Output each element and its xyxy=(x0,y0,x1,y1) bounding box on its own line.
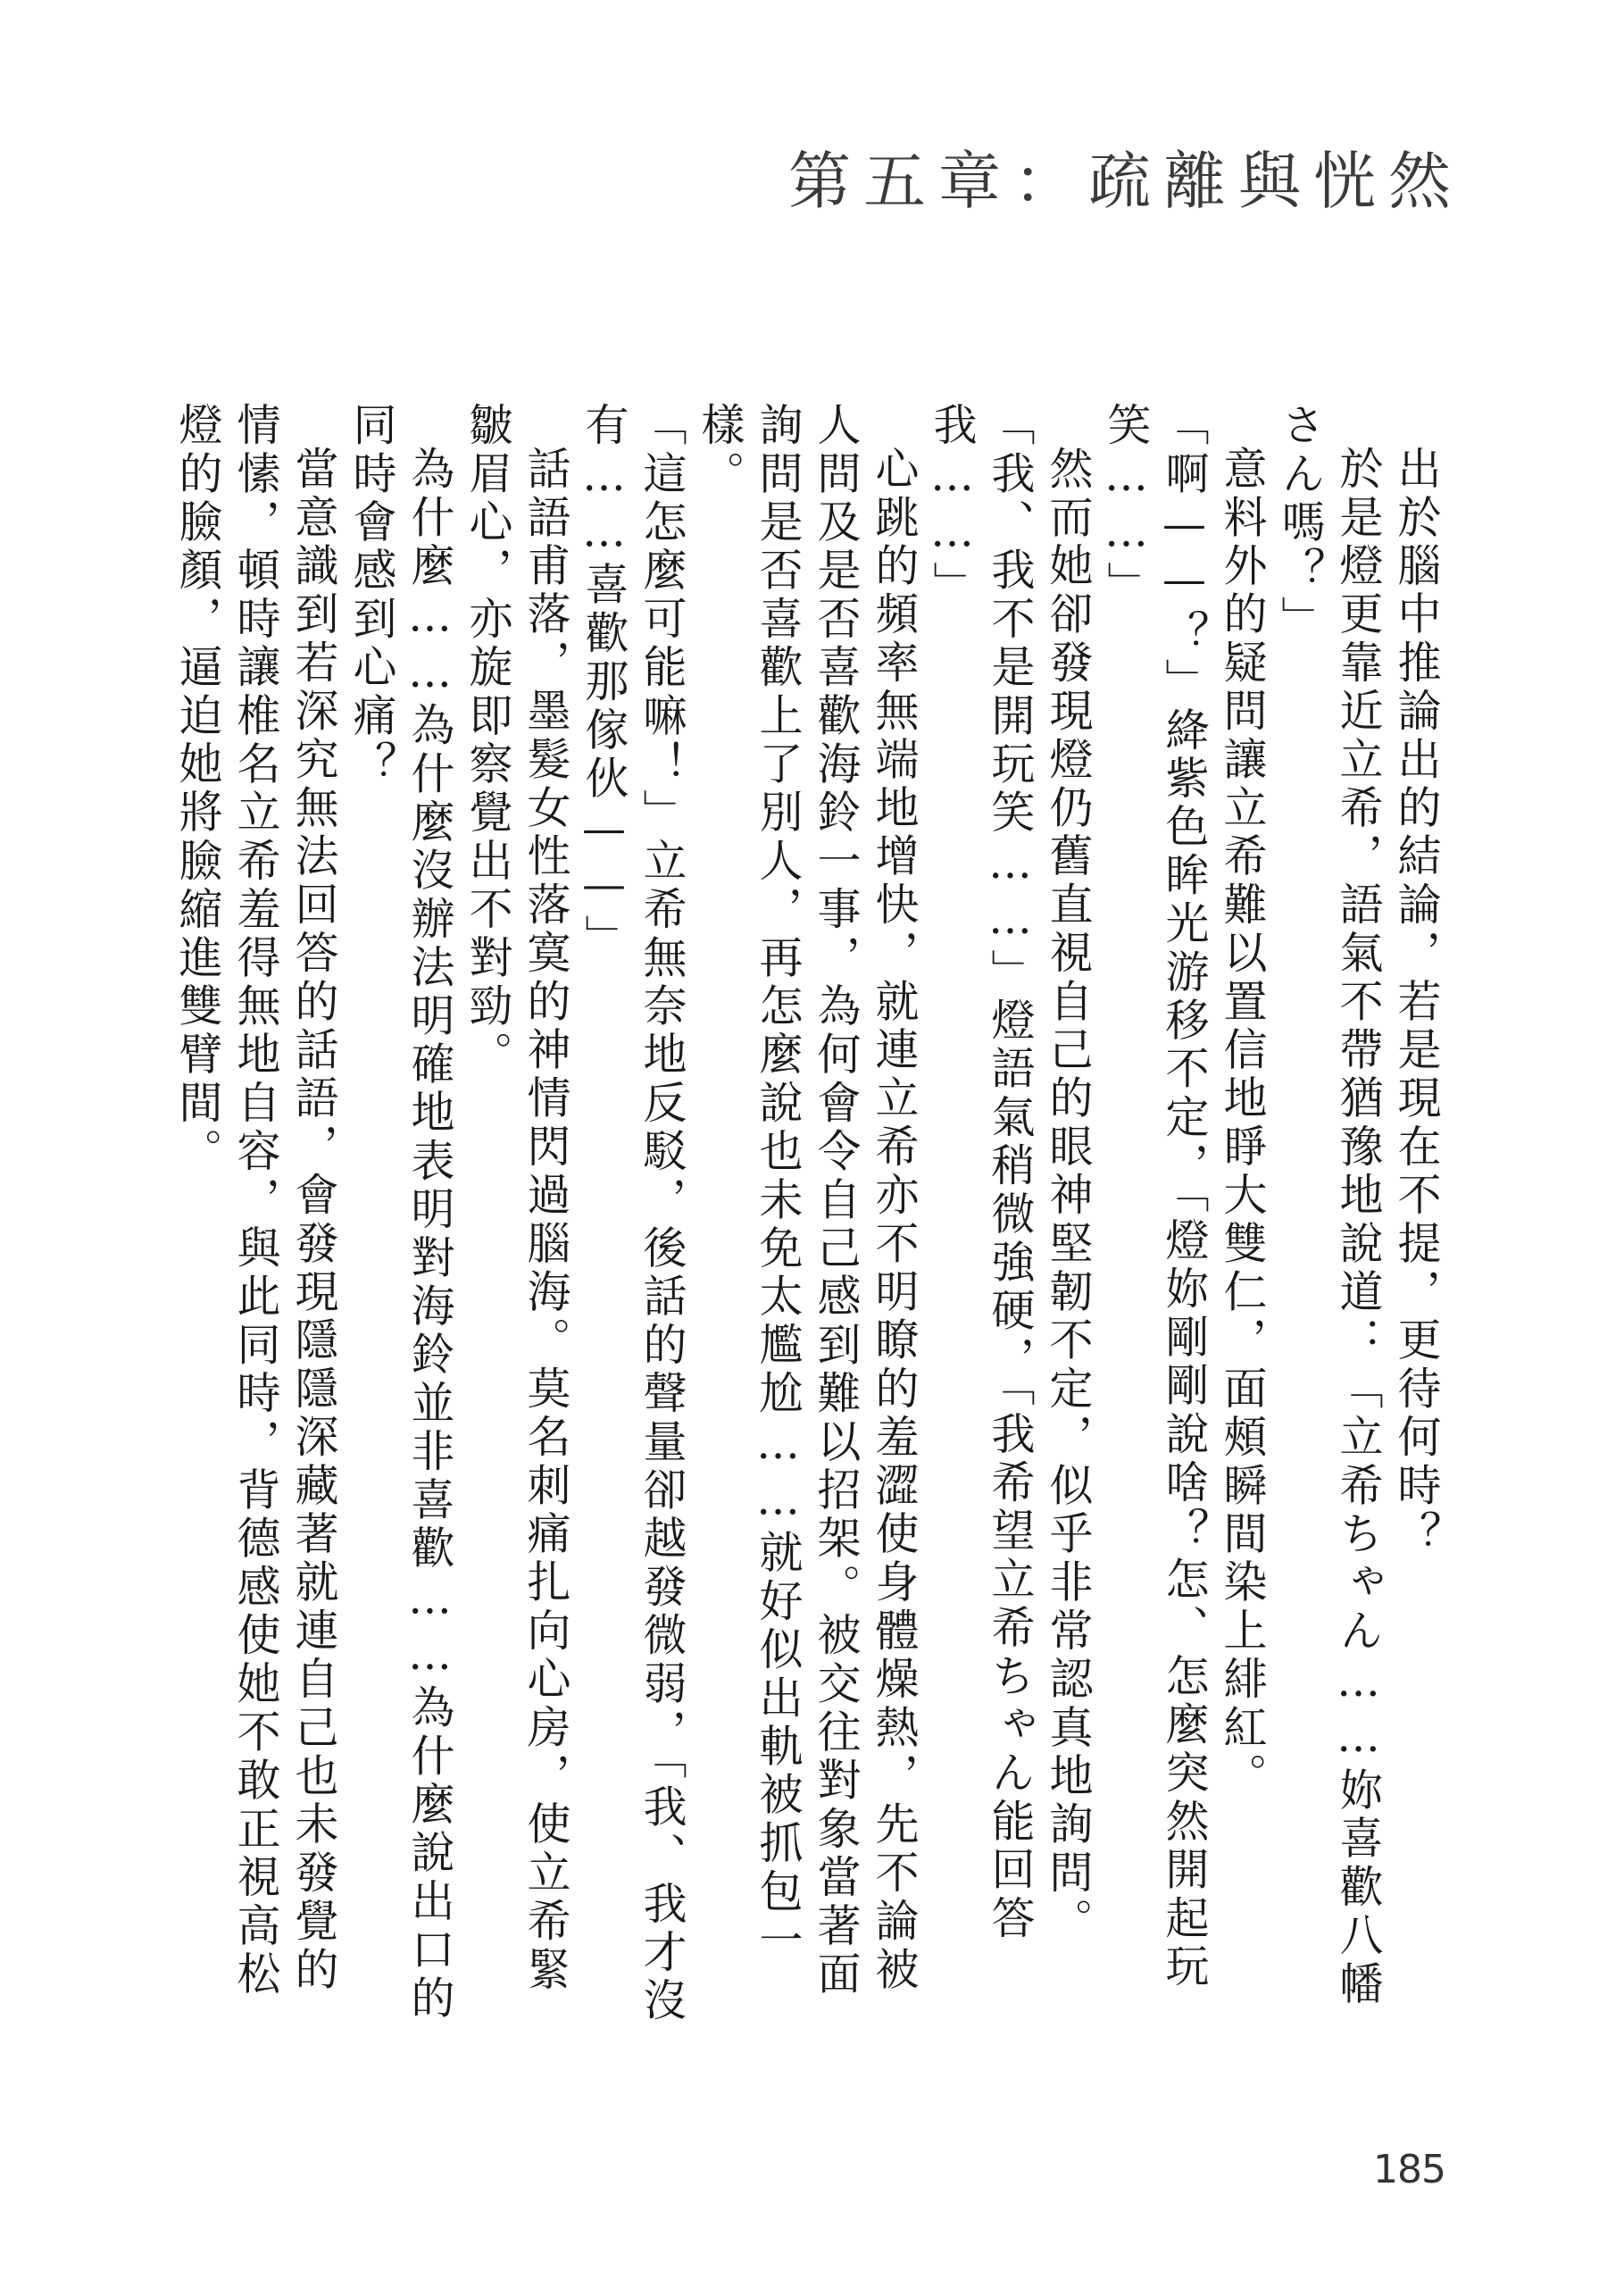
chapter-title: 第五章：疏離與恍然 xyxy=(788,145,1463,218)
paragraph: 「這怎麼可能嘛！」立希無奈地反駁，後話的聲量卻越發微弱，「我、我才沒有……喜歡那傢伙——」 xyxy=(579,402,687,2026)
paragraph: 「我、我不是開玩笑……」燈語氣稍微強硬，「我希望立希ちゃん能回答我……」 xyxy=(927,402,1036,1943)
paragraph: 心跳的頻率無端地增快，就連立希亦不明瞭的羞澀使身體燥熱，先不論被人問及是否喜歡海鈴一事，為何會令自己感到難以招架。被交往對象當著面詢問是否喜歡上了別人，再怎麼說也未免太尷尬……就好似出軌被抓包一樣。 xyxy=(695,402,920,1999)
body-text xyxy=(0,402,1445,2036)
paragraph: 出於腦中推論出的結論，若是現在不提，更待何時？ xyxy=(1391,446,1442,1559)
paragraph: 「啊——？」絳紫色眸光游移不定，「燈妳剛剛說啥？怎、怎麼突然開起玩笑……」 xyxy=(1101,402,1210,1992)
paragraph: 然而她卻發現燈仍舊直視自己的眼神堅韌不定，似乎非常認真地詢問。 xyxy=(1043,446,1094,1947)
paragraph: 意料外的疑問讓立希難以置信地睜大雙仁，面頰瞬間染上緋紅。 xyxy=(1217,446,1268,1801)
paragraph: 為什麼……為什麼沒辦法明確地表明對海鈴並非喜歡……為什麼說出口的同時會感到心痛？ xyxy=(346,402,455,2024)
page-number: 185 xyxy=(1373,2147,1445,2192)
paragraph: 當意識到若深究無法回答的話語，會發現隱隱深藏著就連自己也未發覺的情愫，頓時讓椎名立希羞得無地自容，與此同時，背德感使她不敢正視高松燈的臉顏，逼迫她將臉縮進雙臂間。 xyxy=(172,402,339,1999)
paragraph: 話語甫落，墨髮女性落寞的神情閃過腦海。莫名刺痛扎向心房，使立希緊皺眉心，亦旋即察覺出不對勁。 xyxy=(462,402,571,1995)
paragraph: 於是燈更靠近立希，語氣不帶猶豫地說道：「立希ちゃん……妳喜歡八幡さん嗎？」 xyxy=(1275,402,1384,2009)
